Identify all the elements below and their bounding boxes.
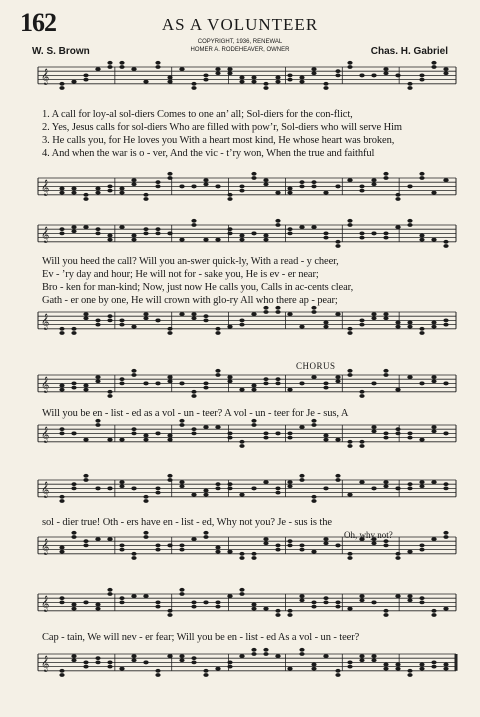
chorus-line-3: Cap - tain, We will nev - er fear; Will you be en - list - ed As a vol - un - teer? [42, 632, 360, 643]
copyright-line-1: COPYRIGHT, 1936, RENEWAL [197, 39, 283, 45]
composer-credit: Chas. H. Gabriel [370, 46, 448, 57]
verse-block-2 [42, 255, 462, 307]
verse-2-line-cont: Ev - ’ry day and hour; He will not for - sake you, He is ev - er near; [42, 269, 319, 280]
verse-3-line-cont: Bro - ken for man-kind; Now, just now He calls you, Calls in ac-cents clear, [42, 282, 354, 293]
svg-text:𝄞: 𝄞 [41, 377, 50, 393]
chorus-line-1: Will you be en - list - ed as a vol - un - teer? A vol - un - teer for Je - sus, A [42, 408, 349, 419]
verse-4-line: 4. And when the war is o - ver, And the vic - t’ry won, When the true and faithful [42, 148, 375, 159]
svg-text:𝄞: 𝄞 [41, 227, 50, 243]
verse-block-1 [42, 108, 462, 160]
svg-text:𝄞: 𝄞 [41, 180, 50, 196]
verse-4-line-cont: Gath - er one by one, He will crown with glo-ry All who there ap - pear; [42, 295, 338, 306]
chorus-echo: Oh, why not? [344, 530, 393, 540]
lyricist-credit: W. S. Brown [32, 46, 90, 57]
svg-text:𝄞: 𝄞 [41, 427, 50, 443]
svg-text:𝄞: 𝄞 [41, 482, 50, 498]
svg-text:𝄞: 𝄞 [41, 69, 50, 85]
hymn-number: 162 [20, 8, 56, 37]
svg-text:𝄞: 𝄞 [41, 656, 50, 672]
hymn-title: AS A VOLUNTEER [161, 15, 319, 34]
copyright-line-2: HOMER A. RODEHEAVER, OWNER [190, 47, 290, 53]
chorus-line-2: sol - dier true! Oth - ers have en - list - ed, Why not you? Je - sus is the [42, 517, 332, 528]
verse-1-line: 1. A call for loy-al sol-diers Comes to one an’ all; Sol-diers for the con-flict, [42, 109, 353, 120]
verse-2-line: 2. Yes, Jesus calls for sol-diers Who are filled with pow’r, Sol-diers who will serve Him [42, 122, 402, 133]
verse-1-line-cont: Will you heed the call? Will you an-swer quick-ly, With a read - y cheer, [42, 256, 339, 267]
chorus-label: CHORUS [296, 361, 336, 371]
svg-text:𝄞: 𝄞 [41, 539, 50, 555]
svg-text:𝄞: 𝄞 [41, 314, 50, 330]
verse-3-line: 3. He calls you, for He loves you With a heart most kind, He whose heart was broken, [42, 135, 395, 146]
svg-text:𝄞: 𝄞 [41, 596, 50, 612]
